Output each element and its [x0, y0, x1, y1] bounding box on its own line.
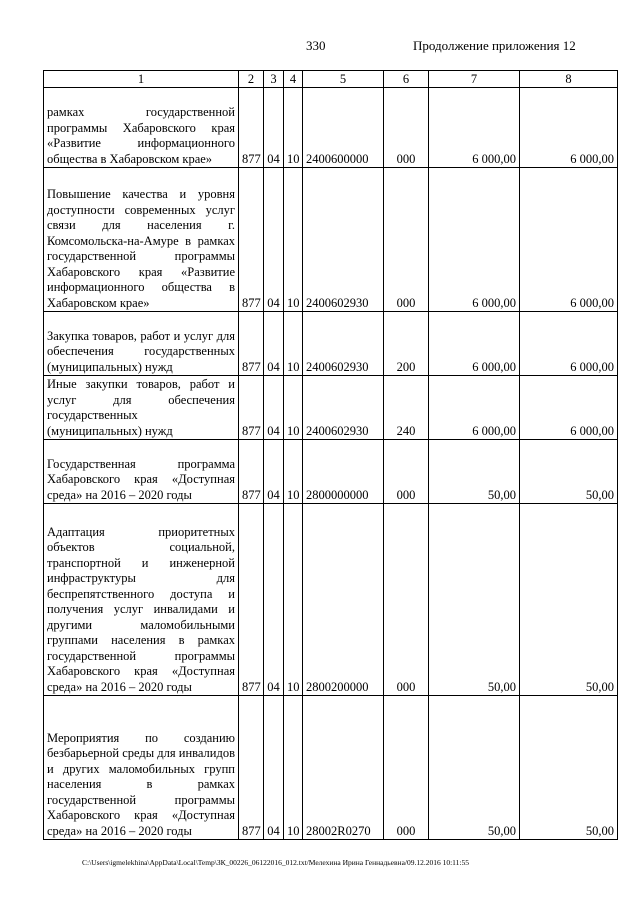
- cell-subsection: 10: [284, 696, 303, 840]
- cell-section: 04: [264, 168, 284, 312]
- cell-section: 04: [264, 440, 284, 504]
- column-header: 8: [520, 71, 618, 88]
- table-row: [44, 440, 618, 504]
- cell-amount: 50,00: [520, 440, 618, 504]
- cell-subsection: 10: [284, 376, 303, 440]
- cell-expense-type: 000: [384, 696, 429, 840]
- cell-subsection: 10: [284, 168, 303, 312]
- cell-target-article: 2400602930: [303, 376, 384, 440]
- column-header: 2: [239, 71, 264, 88]
- cell-expense-type: 000: [384, 440, 429, 504]
- cell-expense-type: 200: [384, 312, 429, 376]
- cell-ministry: 877: [239, 504, 264, 696]
- cell-subsection: 10: [284, 440, 303, 504]
- cell-amount: 50,00: [429, 504, 520, 696]
- column-header: 4: [284, 71, 303, 88]
- budget-table: [43, 70, 618, 840]
- column-header: 7: [429, 71, 520, 88]
- cell-amount: 6 000,00: [429, 88, 520, 168]
- cell-section: 04: [264, 88, 284, 168]
- cell-ministry: 877: [239, 440, 264, 504]
- table-row: [44, 312, 618, 376]
- cell-expense-type: 240: [384, 376, 429, 440]
- cell-amount: 6 000,00: [520, 312, 618, 376]
- row-name: Государственная программа Хабаровского края «Доступная среда» на 2016 – 2020 годы: [44, 440, 239, 504]
- continuation-label: Продолжение приложения 12: [413, 38, 576, 53]
- row-name: Иные закупки товаров, работ и услуг для обеспечения государственных (муниципальных) нужд: [44, 376, 239, 440]
- cell-target-article: 2800000000: [303, 440, 384, 504]
- cell-section: 04: [264, 312, 284, 376]
- cell-amount: 6 000,00: [429, 376, 520, 440]
- cell-target-article: 2800200000: [303, 504, 384, 696]
- cell-amount: 50,00: [520, 504, 618, 696]
- page-header: [0, 38, 640, 56]
- footer-file-path: C:\Users\igmelekhina\AppData\Local\Temp\ЗК_00226_06122016_012.txt/Мелехина Ирина Геннадьевна/09.12.2016 10:11:55: [82, 858, 469, 867]
- cell-section: 04: [264, 376, 284, 440]
- row-name: Повышение качества и уровня доступности современных услуг связи для населения г. Комсомольска-на-Амуре в рамках государственной программы Хабаровского края «Развитие информационного общества в Хабаровском крае»: [44, 168, 239, 312]
- cell-subsection: 10: [284, 88, 303, 168]
- cell-section: 04: [264, 696, 284, 840]
- column-header: 6: [384, 71, 429, 88]
- table-row: [44, 376, 618, 440]
- cell-subsection: 10: [284, 504, 303, 696]
- cell-section: 04: [264, 504, 284, 696]
- cell-amount: 6 000,00: [520, 376, 618, 440]
- cell-ministry: 877: [239, 88, 264, 168]
- cell-target-article: 2400602930: [303, 312, 384, 376]
- cell-ministry: 877: [239, 376, 264, 440]
- cell-ministry: 877: [239, 168, 264, 312]
- cell-ministry: 877: [239, 312, 264, 376]
- cell-expense-type: 000: [384, 168, 429, 312]
- cell-amount: 6 000,00: [520, 168, 618, 312]
- column-header: 5: [303, 71, 384, 88]
- row-name: Адаптация приоритетных объектов социальной, транспортной и инженерной инфраструктуры для беспрепятственного доступа и получения услуг инвалидами и другими маломобильными группами населения в рамках государственной программы Хабаровского края «Доступная среда» на 2016 – 2020 годы: [44, 504, 239, 696]
- table-row: [44, 504, 618, 696]
- cell-amount: 6 000,00: [429, 312, 520, 376]
- header-row: [44, 71, 618, 88]
- cell-ministry: 877: [239, 696, 264, 840]
- column-header: 1: [44, 71, 239, 88]
- row-name: рамках государственной программы Хабаровского края «Развитие информационного общества в Хабаровском крае»: [44, 88, 239, 168]
- table-row: [44, 168, 618, 312]
- cell-target-article: 2400602930: [303, 168, 384, 312]
- cell-amount: 6 000,00: [429, 168, 520, 312]
- row-name: Мероприятия по созданию безбарьерной среды для инвалидов и других маломобильных групп населения в рамках государственной программы Хабаровского края «Доступная среда» на 2016 – 2020 годы: [44, 696, 239, 840]
- cell-expense-type: 000: [384, 504, 429, 696]
- cell-amount: 6 000,00: [520, 88, 618, 168]
- cell-target-article: 28002R0270: [303, 696, 384, 840]
- page-number: 330: [306, 38, 326, 53]
- cell-amount: 50,00: [520, 696, 618, 840]
- column-header: 3: [264, 71, 284, 88]
- cell-expense-type: 000: [384, 88, 429, 168]
- cell-subsection: 10: [284, 312, 303, 376]
- table-row: [44, 88, 618, 168]
- table-row: [44, 696, 618, 840]
- cell-amount: 50,00: [429, 696, 520, 840]
- cell-target-article: 2400600000: [303, 88, 384, 168]
- row-name: Закупка товаров, работ и услуг для обеспечения государственных (муниципальных) нужд: [44, 312, 239, 376]
- cell-amount: 50,00: [429, 440, 520, 504]
